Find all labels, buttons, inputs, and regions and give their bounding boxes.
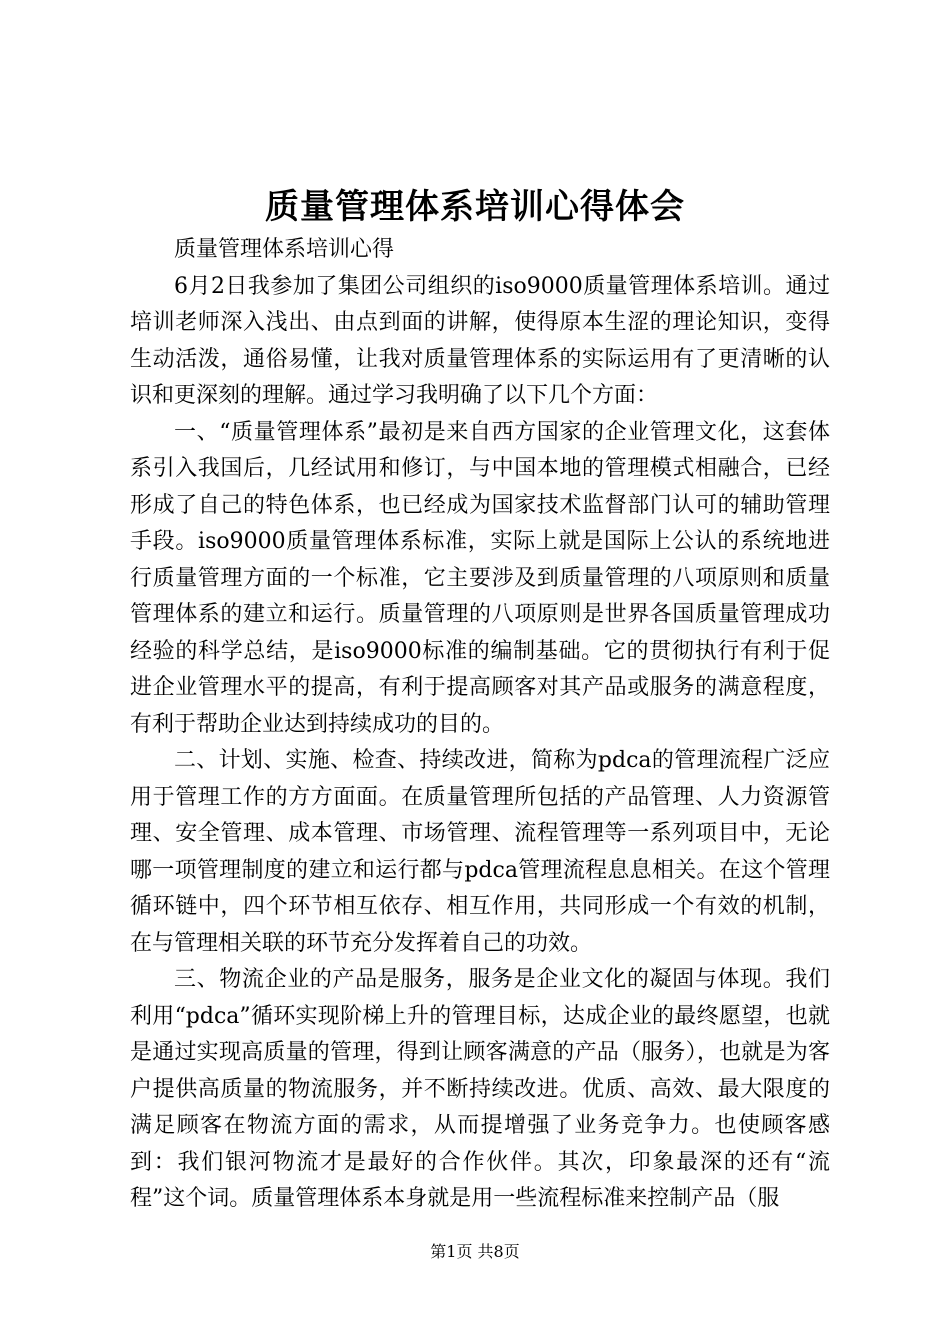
section-two-paragraph: 二、计划、实施、检查、持续改进，简称为pdca的管理流程广泛应用于管理工作的方方面面。在质量管理所包括的产品管理、人力资源管理、安全管理、成本管理、市场管理、流程管理等一系列项目中，无论哪一项管理制度的建立和运行都与pdca管理流程息息相关。在这个管理循环链中，四个环节相互依存、相互作用，共同形成一个有效的机制，在与管理相关联的环节充分发挥着自己的功效。 — [130, 748, 830, 956]
section-one-paragraph: 一、“质量管理体系”最初是来自西方国家的企业管理文化，这套体系引入我国后，几经试用和修订，与中国本地的管理模式相融合，已经形成了自己的特色体系，也已经成为国家技术监督部门认可的辅助管理手段。iso9000质量管理体系标准，实际上就是国际上公认的系统地进行质量管理方面的一个标准，它主要涉及到质量管理的八项原则和质量管理体系的建立和运行。质量管理的八项原则是世界各国质量管理成功经验的科学总结，是iso9000标准的编制基础。它的贯彻执行有利于促进企业管理水平的提高，有利于提高顾客对其产品或服务的满意程度，有利于帮助企业达到持续成功的目的。 — [130, 419, 830, 737]
page-footer: 第1页 共8页 — [430, 1242, 520, 1261]
intro-paragraph: 6月2日我参加了集团公司组织的iso9000质量管理体系培训。通过培训老师深入浅出、由点到面的讲解，使得原本生涩的理论知识，变得生动活泼，通俗易懂，让我对质量管理体系的实际运用有了更清晰的认识和更深刻的理解。通过学习我明确了以下几个方面： — [130, 273, 830, 408]
section-three-paragraph: 三、物流企业的产品是服务，服务是企业文化的凝固与体现。我们利用“pdca”循环实现阶梯上升的管理目标，达成企业的最终愿望，也就是通过实现高质量的管理，得到让顾客满意的产品（服务），也就是为客户提供高质量的物流服务，并不断持续改进。优质、高效、最大限度的满足顾客在物流方面的需求，从而提增强了业务竞争力。也使顾客感到：我们银河物流才是最好的合作伙伴。其次，印象最深的还有“流程”这个词。质量管理体系本身就是用一些流程标准来控制产品（服 — [130, 967, 830, 1211]
subtitle-paragraph: 质量管理体系培训心得 — [174, 237, 395, 262]
document-title: 质量管理体系培训心得体会 — [265, 187, 685, 227]
document-body — [130, 232, 830, 1218]
